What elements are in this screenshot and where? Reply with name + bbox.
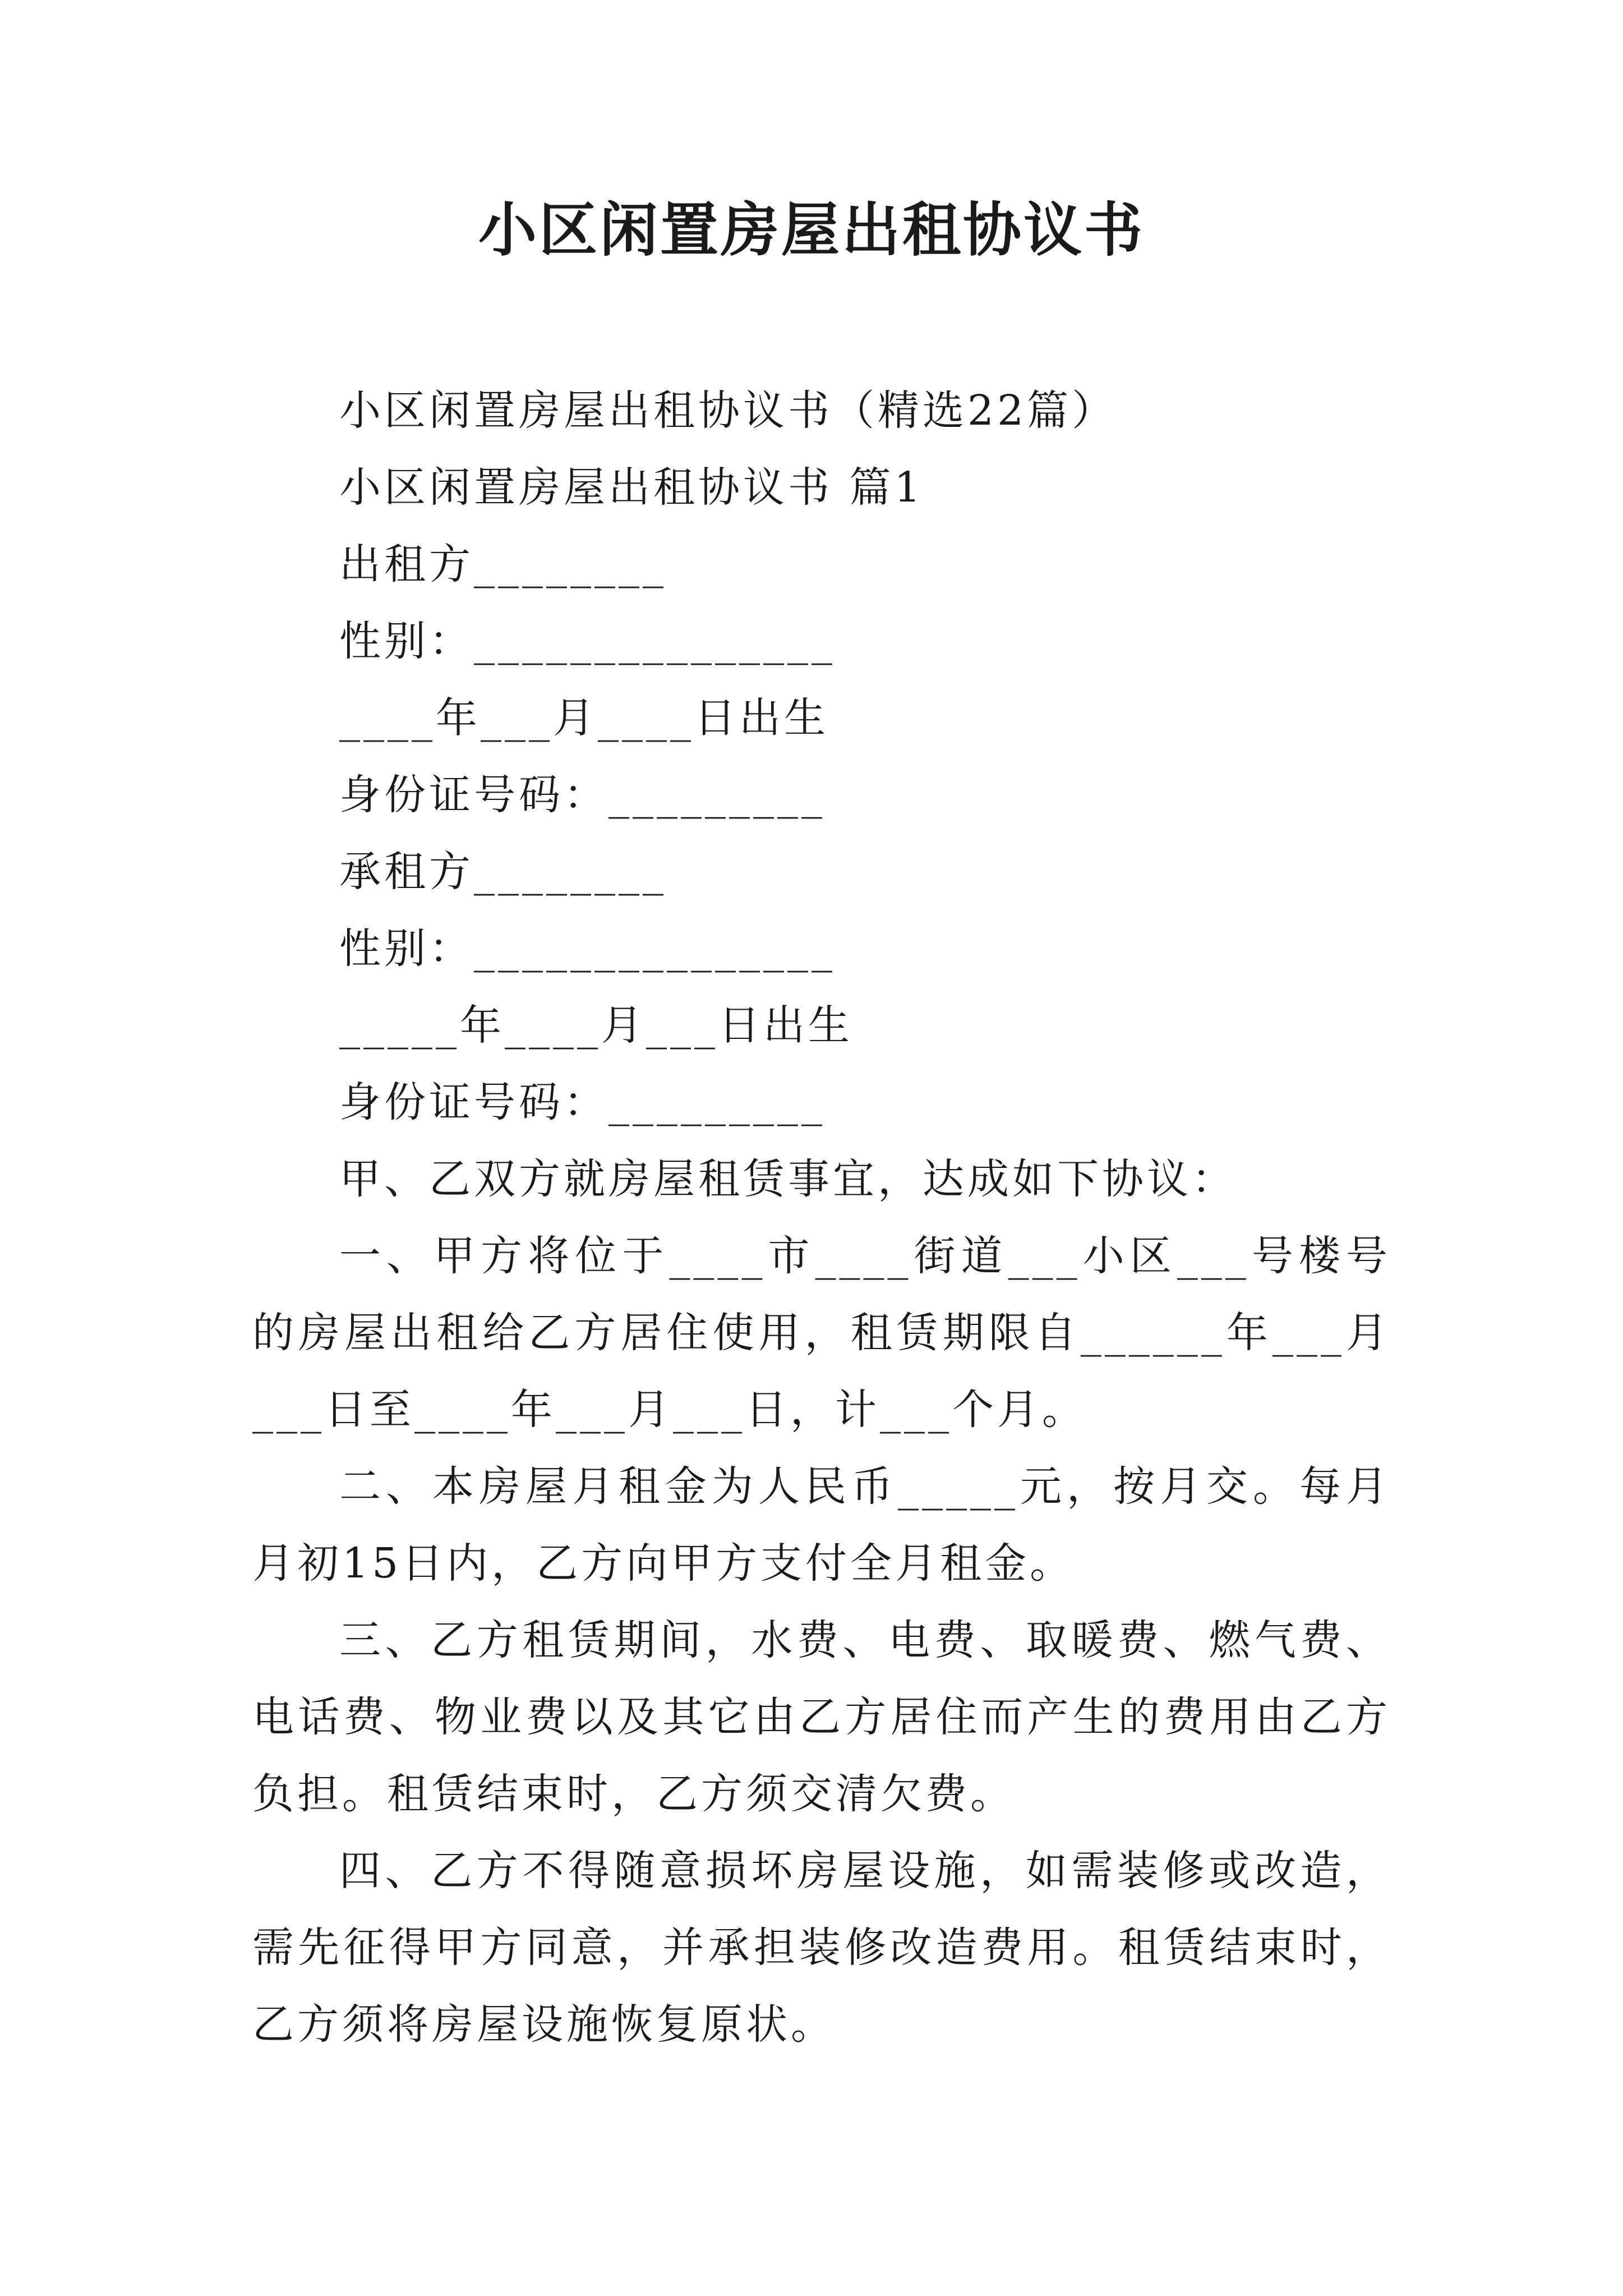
lessor-label: 出租方________ [339, 540, 667, 588]
lessee-birth: _____年____月___日出生 [339, 1001, 853, 1050]
lessee-label: 承租方________ [339, 848, 667, 896]
document-body [252, 372, 1391, 2063]
clause-4: 四、乙方不得随意损坏房屋设施，如需装修或改造，需先征得甲方同意，并承担装修改造费用。租赁结束时，乙方须将房屋设施恢复原状。 [252, 1847, 1391, 2049]
clause-2: 二、本房屋月租金为人民币_____元，按月交。每月月初15日内，乙方向甲方支付全月租金。 [252, 1462, 1391, 1588]
agreement-intro: 甲、乙双方就房屋租赁事宜，达成如下协议： [339, 1155, 1237, 1203]
lessee-id: 身份证号码：_________ [339, 1078, 826, 1126]
clause-3: 三、乙方租赁期间，水费、电费、取暖费、燃气费、电话费、物业费以及其它由乙方居住而产生的费用由乙方负担。租赁结束时，乙方须交清欠费。 [252, 1616, 1391, 1818]
lessor-birth: ____年___月____日出生 [339, 694, 829, 742]
clause-1: 一、甲方将位于____市____街道___小区___号楼号的房屋出租给乙方居住使用，租赁期限自______年___月___日至____年___月___日，计___个月。 [252, 1232, 1391, 1434]
lessee-gender: 性别：_______________ [339, 924, 836, 973]
document-subtitle: 小区闲置房屋出租协议书（精选22篇） [339, 386, 1117, 435]
lessor-gender: 性别：_______________ [339, 617, 836, 665]
lessor-id: 身份证号码：_________ [339, 771, 826, 819]
document-title: 小区闲置房屋出租协议书 [478, 195, 1145, 264]
section-heading: 小区闲置房屋出租协议书 篇1 [339, 463, 924, 512]
